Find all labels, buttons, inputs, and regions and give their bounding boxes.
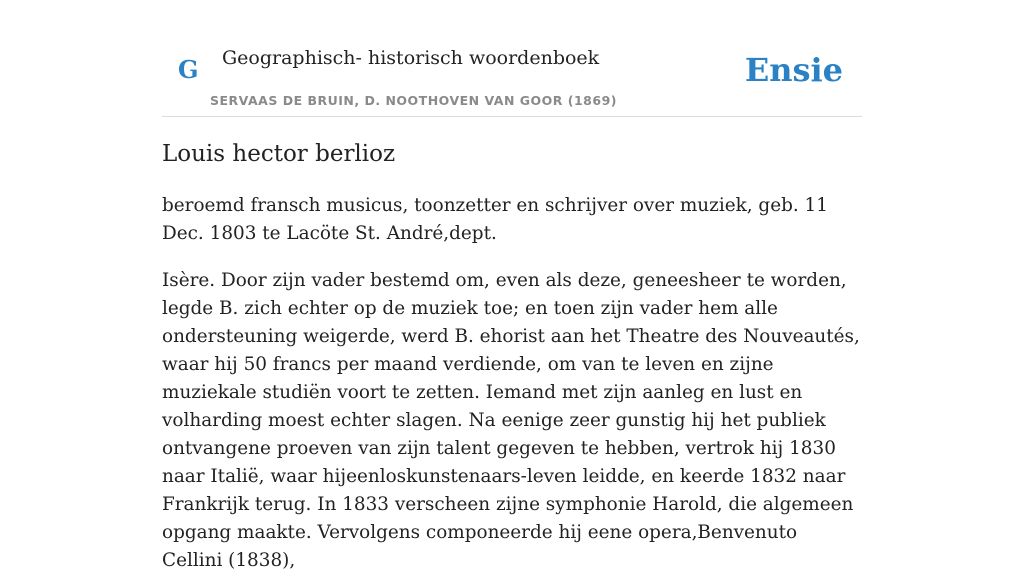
entry-title: Louis hector berlioz — [162, 141, 396, 167]
entry-paragraph-1: beroemd fransch musicus, toonzetter en schrijver over muziek, geb. 11 Dec. 1803 te Lacöte St. André,dept. — [162, 195, 828, 244]
entry-paragraph-2: Isère. Door zijn vader bestemd om, even als deze, geneesheer te worden, legde B. zich echter op de muziek toe; en toen zijn vader hem alle ondersteuning weigerde, werd B. ehorist aan het Theatre des Nouveautés, waar hij 50 francs per maand verdiende, om van te leven en zijne muziekale studiën voort te zetten. Iemand met zijn aanleg en lust en volharding moest echter slagen. Na eenige zeer gunstig hij het publiek ontvangene proeven van zijn talent gegeven te hebben, vertrok hij 1830 naar Italië, waar hijeenloskunstenaars-leven leidde, en keerde 1832 naar Frankrijk terug. In 1833 verscheen zijne symphonie Harold, die algemeen opgang maakte. Vervolgens componeerde hij eene opera,Benvenuto Cellini (1838), — [162, 270, 860, 571]
book-letter-icon[interactable]: G — [178, 55, 199, 84]
ensie-logo-link[interactable]: Ensie — [744, 51, 843, 89]
entry-content — [162, 136, 862, 575]
book-authors: SERVAAS DE BRUIN, D. NOOTHOVEN VAN GOOR (1869) — [210, 93, 617, 108]
book-title-link[interactable]: Geographisch- historisch woordenboek — [222, 47, 600, 69]
book-header — [162, 0, 862, 117]
